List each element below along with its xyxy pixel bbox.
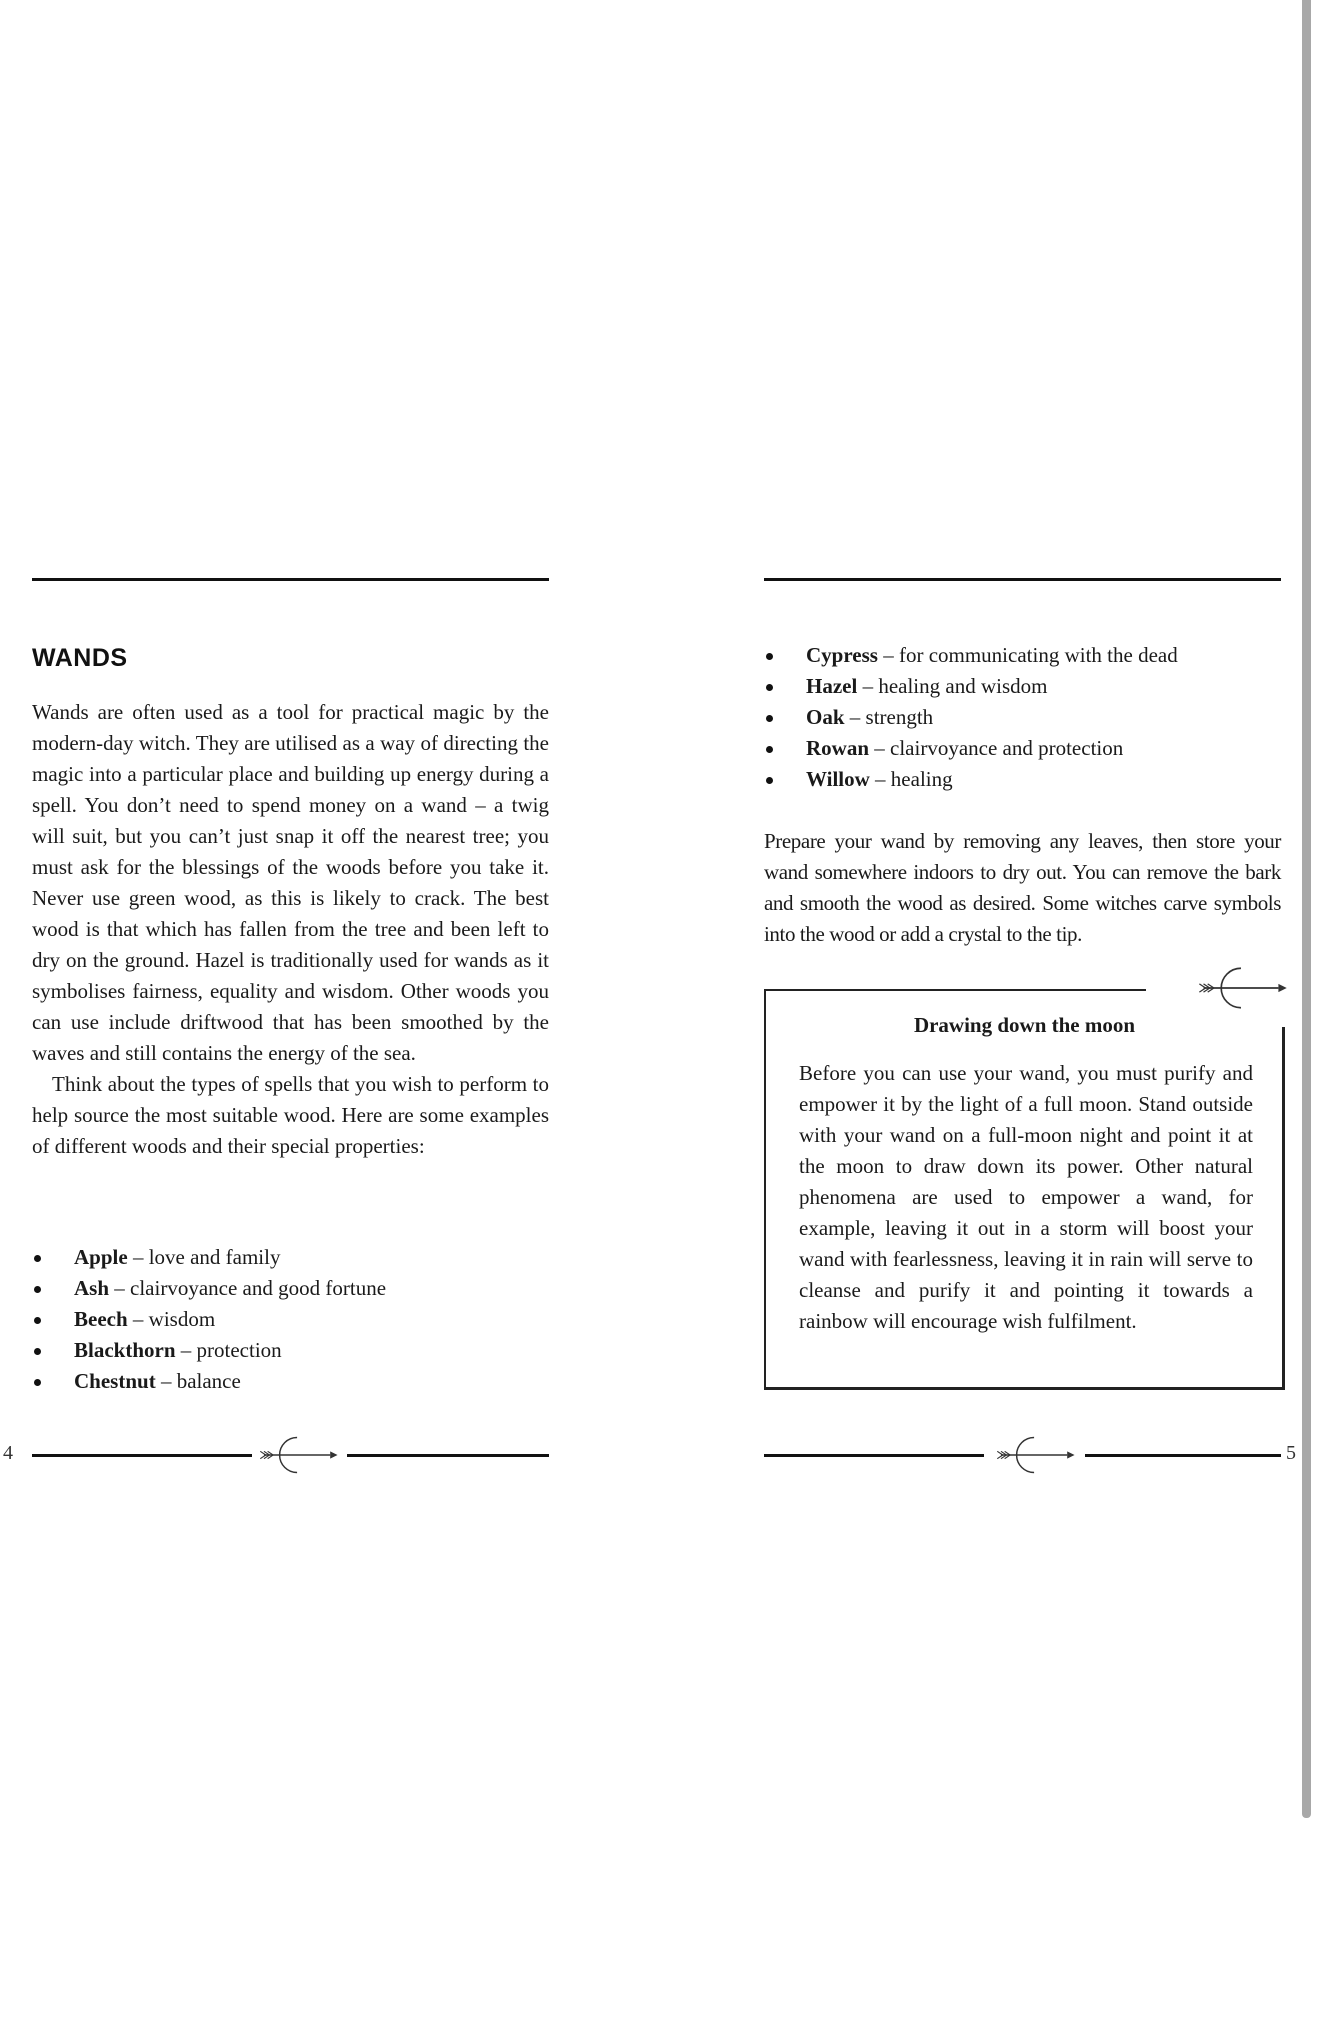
list-item bbox=[32, 1242, 549, 1273]
page-heading: WANDS bbox=[32, 644, 128, 672]
left-page-top-rule bbox=[32, 578, 549, 581]
wood-property: – clairvoyance and protection bbox=[869, 736, 1124, 760]
body-text bbox=[32, 697, 549, 1162]
wood-name: Oak bbox=[806, 705, 845, 729]
wood-property: – for communicating with the dead bbox=[877, 643, 1178, 667]
bullet-icon bbox=[34, 1317, 41, 1324]
bullet-icon bbox=[766, 653, 773, 660]
paragraph: Think about the types of spells that you wish to perform to help source the most suitable wood. Here are some examples of different woods and their special properties: bbox=[32, 1072, 549, 1158]
wood-property: – wisdom bbox=[127, 1307, 216, 1331]
list-item bbox=[764, 640, 1281, 671]
wood-property: – healing bbox=[869, 767, 953, 791]
page-number-right: 5 bbox=[1286, 1442, 1296, 1464]
wood-name: Willow bbox=[806, 767, 870, 791]
wood-name: Hazel bbox=[806, 674, 858, 698]
footer-rule bbox=[347, 1454, 549, 1457]
bullet-icon bbox=[34, 1348, 41, 1355]
list-item bbox=[32, 1366, 549, 1397]
bullet-icon bbox=[766, 684, 773, 691]
woods-list bbox=[32, 1242, 549, 1397]
bullet-icon bbox=[34, 1379, 41, 1386]
wood-property: – healing and wisdom bbox=[857, 674, 1048, 698]
wood-name: Ash bbox=[74, 1276, 110, 1300]
paragraph: Wands are often used as a tool for practical magic by the modern-day witch. They are utilised as a way of directing the magic into a particular place and building up energy during a spell. You don’t need to spend money on a wand – a twig will suit, but you can’t just snap it off the nearest tree; you must ask for the blessings of the woods before you take it. Never use green wood, as this is likely to crack. The best wood is that which has fallen from the tree and been left to dry on the ground. Hazel is traditionally used for wands as it symbolises fairness, equality and wisdom. Other woods you can use include driftwood that has been smoothed by the waves and still contains the energy of the sea. bbox=[32, 700, 549, 1065]
list-item bbox=[764, 764, 1281, 795]
moon-arrow-icon bbox=[993, 1432, 1077, 1478]
footer-rule bbox=[764, 1454, 984, 1457]
page-number-left: 4 bbox=[3, 1442, 13, 1464]
bullet-icon bbox=[34, 1255, 41, 1262]
wood-name: Cypress bbox=[806, 643, 878, 667]
list-item bbox=[764, 733, 1281, 764]
bullet-icon bbox=[766, 746, 773, 753]
list-item bbox=[764, 702, 1281, 733]
list-item bbox=[764, 671, 1281, 702]
woods-list bbox=[764, 640, 1281, 795]
box-title: Drawing down the moon bbox=[913, 1013, 1136, 1037]
list-item bbox=[32, 1304, 549, 1335]
bullet-icon bbox=[34, 1286, 41, 1293]
wood-property: – strength bbox=[844, 705, 934, 729]
bullet-icon bbox=[766, 777, 773, 784]
wood-name: Apple bbox=[74, 1245, 128, 1269]
list-item bbox=[32, 1335, 549, 1366]
wood-property: – protection bbox=[175, 1338, 282, 1362]
right-page-top-rule bbox=[764, 578, 1281, 581]
wood-name: Rowan bbox=[806, 736, 870, 760]
bullet-icon bbox=[766, 715, 773, 722]
sidebar-box bbox=[764, 989, 1283, 1390]
moon-arrow-icon bbox=[256, 1432, 340, 1478]
vertical-scrollbar[interactable] bbox=[1302, 0, 1311, 1818]
wood-name: Blackthorn bbox=[74, 1338, 176, 1362]
box-text: Before you can use your wand, you must purify and empower it by the light of a full moon. Stand outside with your wand on a full-moon night and point it at the moon to draw down its power. Other natural phenomena are used to empower a wand, for example, leaving it out in a storm will boost your wand with fearlessness, leaving it in rain will serve to cleanse and purify it and pointing it towards a rainbow will encourage wish fulfilment. bbox=[799, 1061, 1253, 1333]
wood-property: – balance bbox=[155, 1369, 241, 1393]
box-right-border bbox=[1282, 1027, 1285, 1390]
paragraph: Prepare your wand by removing any leaves, then store your wand somewhere indoors to dry out. You can remove the bark and smooth the wood as desired. Some witches carve symbols into the wood or add a crystal to the tip. bbox=[764, 829, 1281, 946]
wood-property: – clairvoyance and good fortune bbox=[109, 1276, 387, 1300]
wood-property: – love and family bbox=[127, 1245, 281, 1269]
list-item bbox=[32, 1273, 549, 1304]
wood-name: Beech bbox=[74, 1307, 128, 1331]
box-top-border bbox=[766, 989, 1146, 991]
wood-name: Chestnut bbox=[74, 1369, 156, 1393]
footer-rule bbox=[1085, 1454, 1281, 1457]
moon-arrow-icon bbox=[1194, 962, 1290, 1014]
footer-rule bbox=[32, 1454, 252, 1457]
